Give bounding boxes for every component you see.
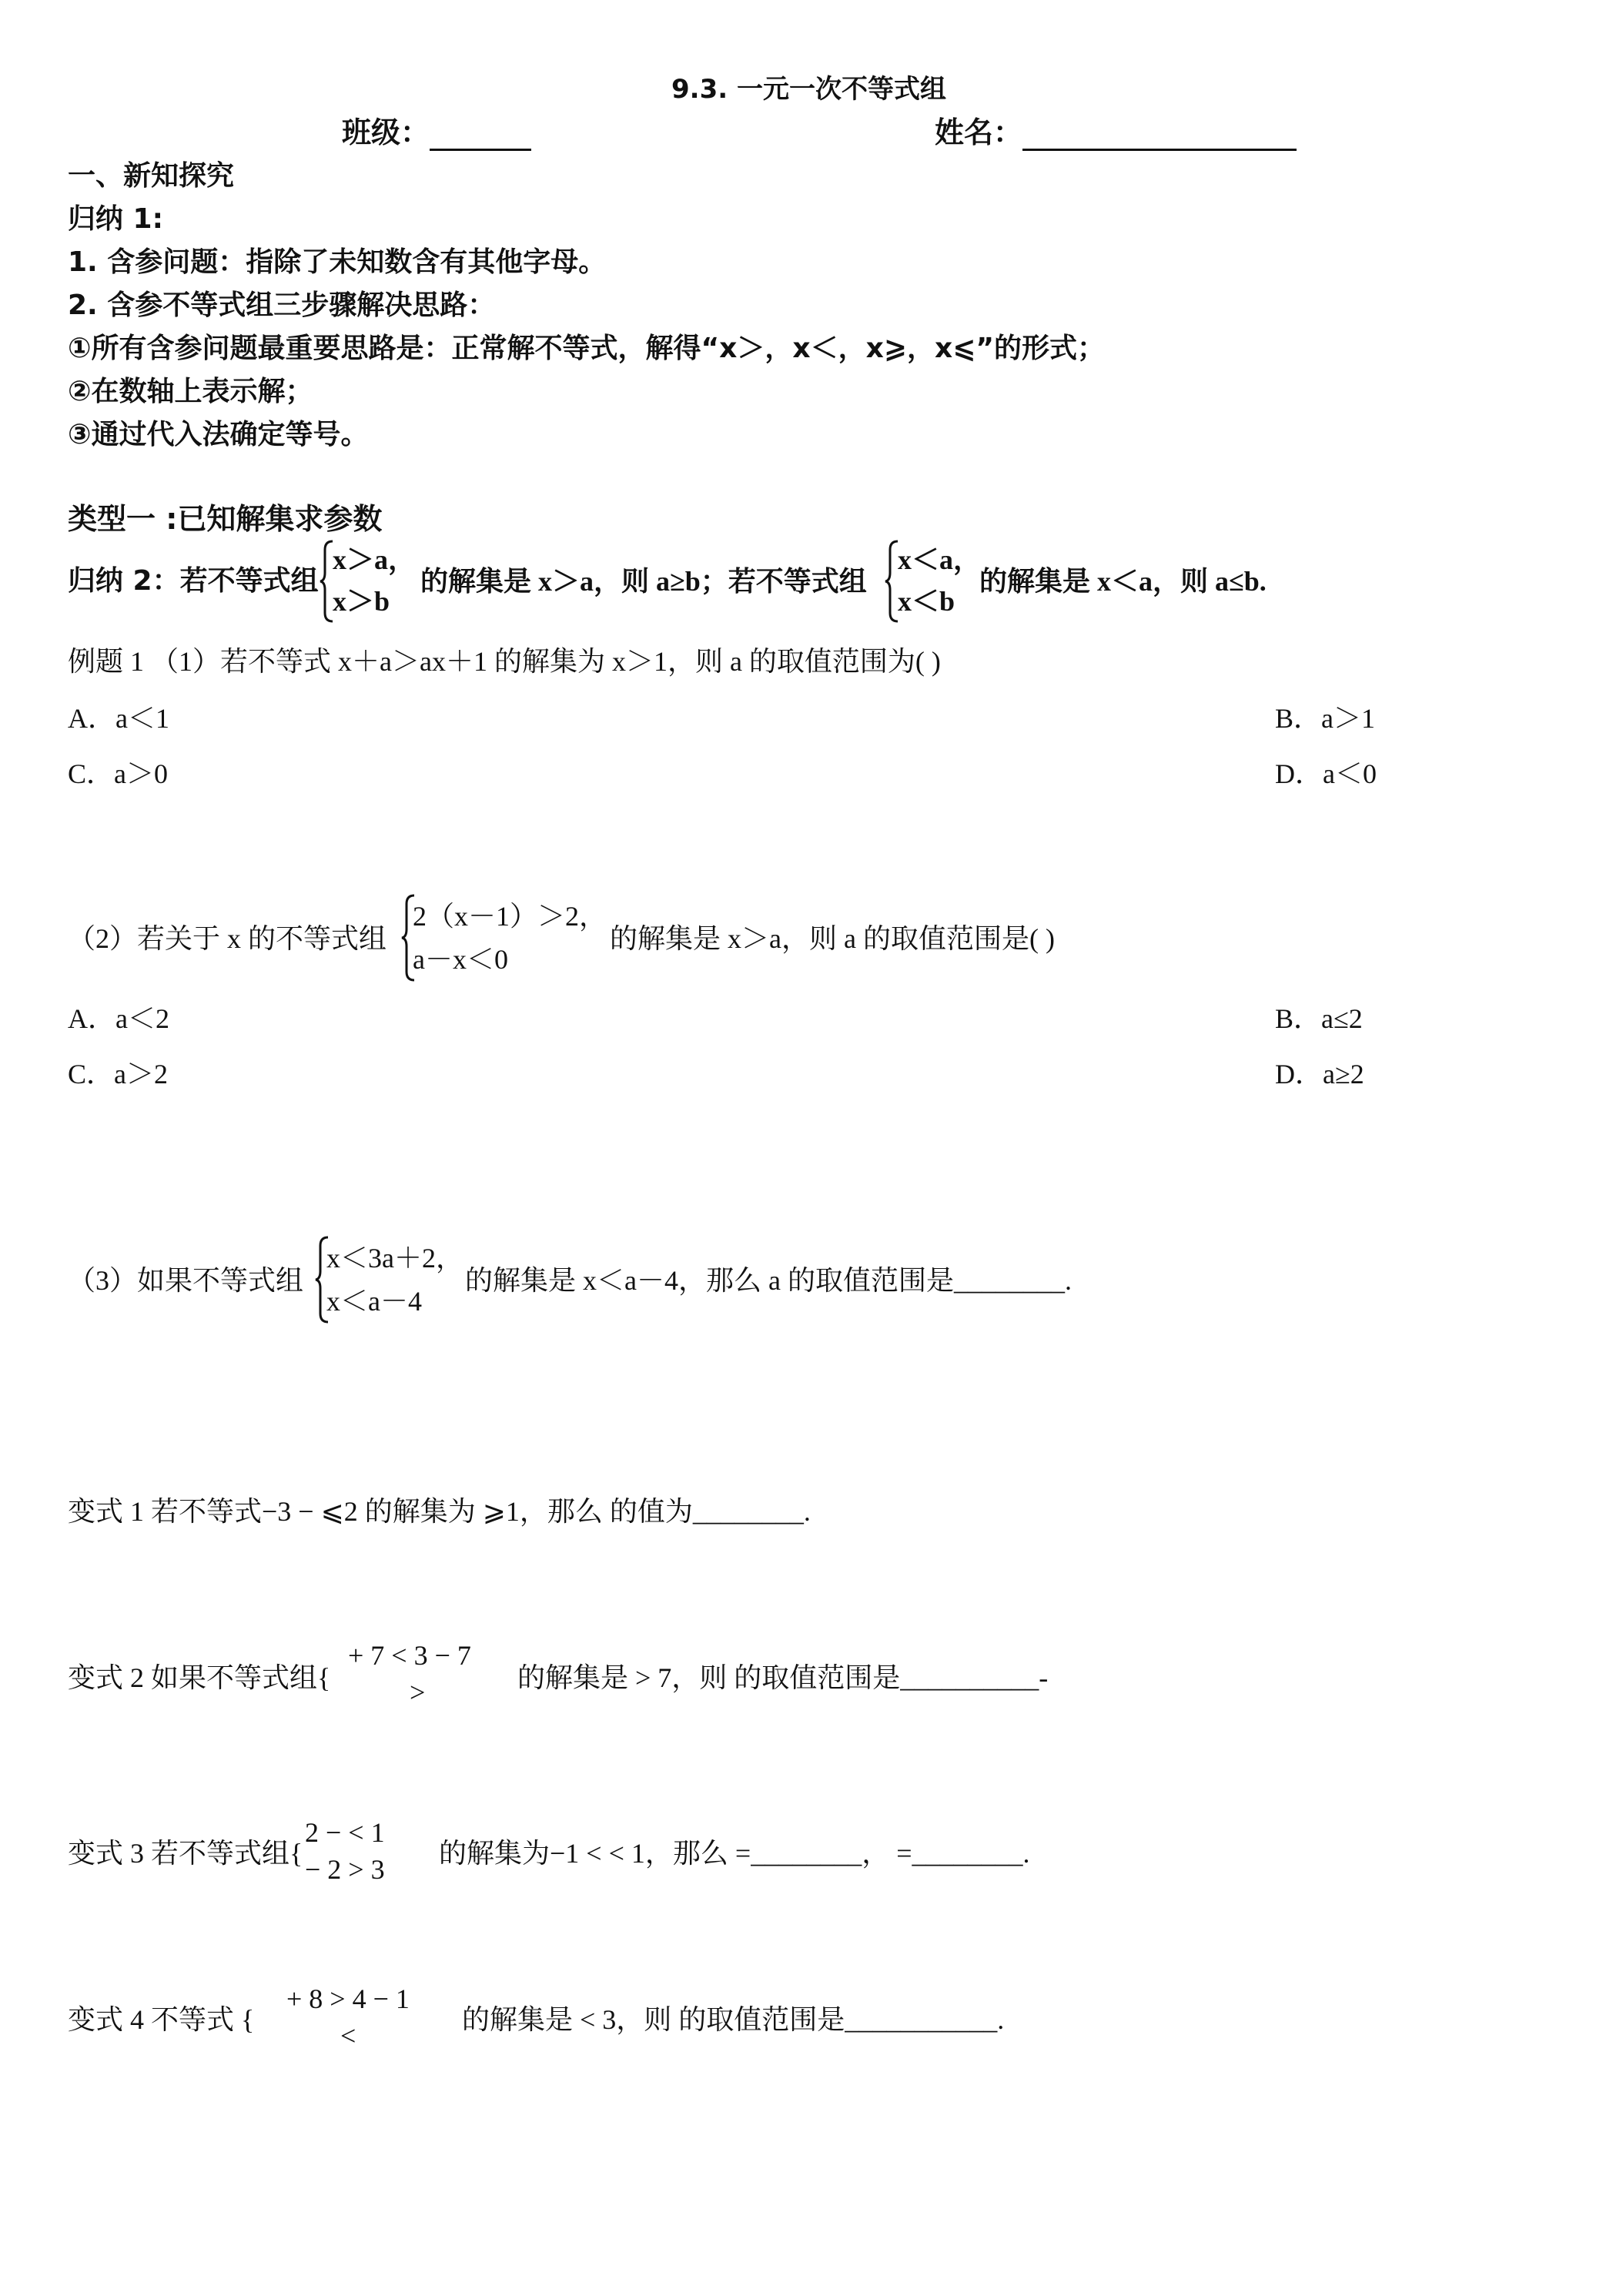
page-title: 9.3. 一元一次不等式组 xyxy=(671,74,946,105)
option-d: D．a＜0 xyxy=(1275,758,1377,789)
variant-3-suffix: 的解集为−1 < < 1，那么 =________， =________. xyxy=(439,1838,1030,1869)
system-5 xyxy=(348,1637,471,1711)
name-field xyxy=(935,114,1297,151)
system-4-line1: x＜3a＋2， xyxy=(326,1243,463,1274)
question-2-prefix: （2）若关于 x 的不等式组 xyxy=(68,923,387,954)
question-3-prefix: （3）如果不等式组 xyxy=(68,1265,304,1296)
system-3 xyxy=(413,895,607,981)
option-d: D．a≥2 xyxy=(1275,1059,1364,1089)
system-2-line1: x＜a， xyxy=(898,544,982,575)
step3: ③通过代入法确定等号。 xyxy=(68,419,369,450)
question-3-suffix: 的解集是 x＜a－4，那么 a 的取值范围是________. xyxy=(465,1265,1072,1296)
system-7-line1: + 8 > 4 − 1 xyxy=(286,1983,410,2014)
summary2-prefix: 归纳 2：若不等式组 xyxy=(68,565,319,597)
step1: ①所有含参问题最重要思路是：正常解不等式，解得“x＞，x＜，x⩾，x⩽”的形式； xyxy=(68,333,1106,364)
type1-heading: 类型一 :已知解集求参数 xyxy=(68,502,383,536)
summary2-end: 的解集是 x＜a，则 a≤b. xyxy=(979,566,1267,597)
system-4 xyxy=(326,1237,463,1323)
system-6 xyxy=(305,1814,385,1888)
variant-2-suffix: 的解集是 > 7，则 的取值范围是__________- xyxy=(517,1662,1049,1693)
option-a: A．a＜2 xyxy=(68,1003,169,1034)
option-c: C．a＞0 xyxy=(68,758,168,789)
summary1-item1: 1. 含参问题：指除了未知数含有其他字母。 xyxy=(68,246,607,278)
system-7-line2: < xyxy=(340,2020,356,2051)
variant-4-suffix: 的解集是 < 3，则 的取值范围是___________. xyxy=(462,2004,1005,2035)
system-1 xyxy=(333,539,416,622)
system-5-line1: + 7 < 3 − 7 xyxy=(348,1640,471,1671)
option-a: A．a＜1 xyxy=(68,703,169,734)
variant-2-prefix: 变式 2 如果不等式组{ xyxy=(68,1662,331,1693)
summary1-item2: 2. 含参不等式组三步骤解决思路： xyxy=(68,290,496,321)
system-3-line2: a－x＜0 xyxy=(413,944,508,975)
option-b: B．a＞1 xyxy=(1275,703,1375,734)
question-2-suffix: 的解集是 x＞a，则 a 的取值范围是( ) xyxy=(610,923,1055,954)
class-field xyxy=(342,114,531,151)
section-heading: 一、新知探究 xyxy=(68,160,235,192)
summary1-title: 归纳 1: xyxy=(68,203,163,235)
system-1-line1: x＞a， xyxy=(333,544,417,575)
system-2 xyxy=(898,539,981,622)
system-6-line2: − 2 > 3 xyxy=(305,1854,385,1885)
class-label: 班级： xyxy=(342,115,430,149)
class-blank xyxy=(430,121,531,151)
system-5-line2: > xyxy=(410,1677,426,1708)
summary2-middle: 的解集是 x＞a，则 a≥b；若不等式组 xyxy=(420,566,867,597)
variant-3-prefix: 变式 3 若不等式组{ xyxy=(68,1838,303,1869)
option-b: B．a≤2 xyxy=(1275,1003,1363,1034)
step2: ②在数轴上表示解； xyxy=(68,376,313,407)
system-1-line2: x＞b xyxy=(333,586,390,617)
system-3-line1: 2（x－1）＞2， xyxy=(413,901,607,932)
system-4-line2: x＜a－4 xyxy=(326,1286,422,1317)
system-2-line2: x＜b xyxy=(898,586,955,617)
name-blank xyxy=(1022,121,1297,151)
system-6-line1: 2 − < 1 xyxy=(305,1817,385,1848)
variant-4-prefix: 变式 4 不等式 { xyxy=(68,2004,255,2035)
question-1-stem: 例题 1 （1）若不等式 x＋a＞ax＋1 的解集为 x＞1，则 a 的取值范围为( ) xyxy=(68,646,941,677)
name-label: 姓名： xyxy=(935,115,1023,149)
system-7 xyxy=(286,1980,410,2054)
option-c: C．a＞2 xyxy=(68,1059,168,1089)
variant-1: 变式 1 若不等式−3 − ⩽2 的解集为 ⩾1，那么 的值为________. xyxy=(68,1496,811,1527)
